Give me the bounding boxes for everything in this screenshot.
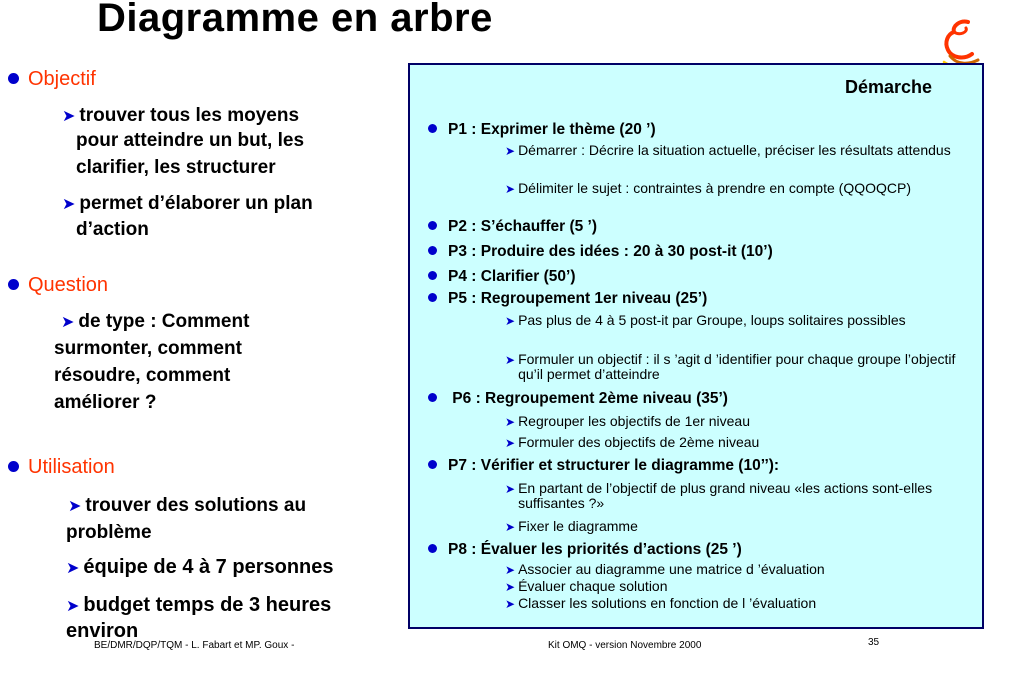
- question-item-line: surmonter, comment: [54, 338, 242, 359]
- step-p8-sub: ➤ Évaluer chaque solution: [505, 578, 668, 594]
- arrow-icon: ➤: [62, 108, 76, 125]
- utilisation-item: ➤ budget temps de 3 heures: [66, 594, 332, 616]
- arrow-icon: ➤: [61, 314, 75, 331]
- objectif-heading: Objectif: [8, 68, 96, 91]
- e-logo-icon: [938, 18, 982, 68]
- step-p2: P2 : S’échauffer (5 ’): [428, 218, 597, 236]
- arrow-icon: ➤: [505, 353, 516, 367]
- bullet-icon: [428, 293, 437, 302]
- footer-version: Kit OMQ - version Novembre 2000: [548, 640, 702, 651]
- arrow-icon: ➤: [505, 144, 516, 158]
- utilisation-item: ➤ trouver des solutions au: [68, 495, 307, 516]
- step-p7-sub: ➤ Fixer le diagramme: [505, 518, 638, 534]
- utilisation-heading: Utilisation: [8, 456, 115, 479]
- arrow-icon: ➤: [66, 560, 80, 577]
- objectif-item-line: d’action: [76, 219, 149, 240]
- step-p7-sub: ➤ En partant de l’objectif de plus grand niveau «les actions sont-elles suffisantes ?»: [505, 480, 933, 511]
- arrow-icon: ➤: [505, 597, 516, 611]
- question-item-line: améliorer ?: [54, 392, 157, 413]
- step-p1: P1 : Exprimer le thème (20 ’): [428, 121, 656, 139]
- step-p6-sub: ➤ Formuler des objectifs de 2ème niveau: [505, 434, 760, 450]
- objectif-item: ➤ permet d’élaborer un plan: [62, 193, 313, 214]
- page-number: 35: [868, 637, 880, 648]
- arrow-icon: ➤: [66, 598, 80, 615]
- utilisation-item-line: environ: [66, 620, 139, 642]
- arrow-icon: ➤: [62, 196, 76, 213]
- arrow-icon: ➤: [505, 415, 516, 429]
- demarche-heading: Démarche: [845, 77, 933, 97]
- step-p1-sub: ➤ Délimiter le sujet : contraintes à prendre en compte (QQOQCP): [505, 180, 911, 196]
- step-p5: P5 : Regroupement 1er niveau (25’): [428, 290, 707, 308]
- objectif-item-line: pour atteindre un but, les: [76, 130, 305, 151]
- arrow-icon: ➤: [505, 520, 516, 534]
- step-p8: P8 : Évaluer les priorités d’actions (25 ’): [428, 541, 742, 559]
- arrow-icon: ➤: [68, 498, 82, 515]
- bullet-icon: [428, 124, 437, 133]
- step-p6: P6 : Regroupement 2ème niveau (35’): [428, 390, 728, 408]
- objectif-item-line: clarifier, les structurer: [76, 157, 276, 178]
- question-heading: Question: [8, 274, 108, 297]
- page-title: Diagramme en arbre: [97, 0, 493, 40]
- bullet-icon: [428, 246, 437, 255]
- arrow-icon: ➤: [505, 563, 516, 577]
- arrow-icon: ➤: [505, 580, 516, 594]
- footer-author: BE/DMR/DQP/TQM - L. Fabart et MP. Goux -: [94, 640, 295, 651]
- step-p5-sub: ➤ Formuler un objectif : il s ’agit d ’identifier pour chaque groupe l’objectif qu’il permet d’atteindre: [505, 351, 956, 382]
- question-item: ➤ de type : Comment: [61, 311, 250, 332]
- step-p3: P3 : Produire des idées : 20 à 30 post-it (10’): [428, 243, 773, 261]
- objectif-item: ➤ trouver tous les moyens: [62, 105, 300, 126]
- step-p1-sub: ➤ Démarrer : Décrire la situation actuelle, préciser les résultats attendus: [505, 142, 951, 158]
- utilisation-item: ➤ équipe de 4 à 7 personnes: [66, 556, 334, 578]
- arrow-icon: ➤: [505, 182, 516, 196]
- bullet-icon: [8, 279, 19, 290]
- bullet-icon: [8, 73, 19, 84]
- step-p8-sub: ➤ Associer au diagramme une matrice d ’évaluation: [505, 561, 825, 577]
- step-p5-sub: ➤ Pas plus de 4 à 5 post-it par Groupe, loups solitaires possibles: [505, 312, 906, 328]
- utilisation-item-line: problème: [66, 522, 152, 543]
- bullet-icon: [8, 461, 19, 472]
- bullet-icon: [428, 460, 437, 469]
- bullet-icon: [428, 271, 437, 280]
- step-p7: P7 : Vérifier et structurer le diagramme (10’’):: [428, 457, 779, 475]
- arrow-icon: ➤: [505, 436, 516, 450]
- step-p6-sub: ➤ Regrouper les objectifs de 1er niveau: [505, 413, 750, 429]
- step-p8-sub: ➤ Classer les solutions en fonction de l ’évaluation: [505, 595, 817, 611]
- bullet-icon: [428, 221, 437, 230]
- arrow-icon: ➤: [505, 482, 516, 496]
- arrow-icon: ➤: [505, 314, 516, 328]
- bullet-icon: [428, 393, 437, 402]
- bullet-icon: [428, 544, 437, 553]
- step-p4: P4 : Clarifier (50’): [428, 268, 576, 286]
- question-item-line: résoudre, comment: [54, 365, 231, 386]
